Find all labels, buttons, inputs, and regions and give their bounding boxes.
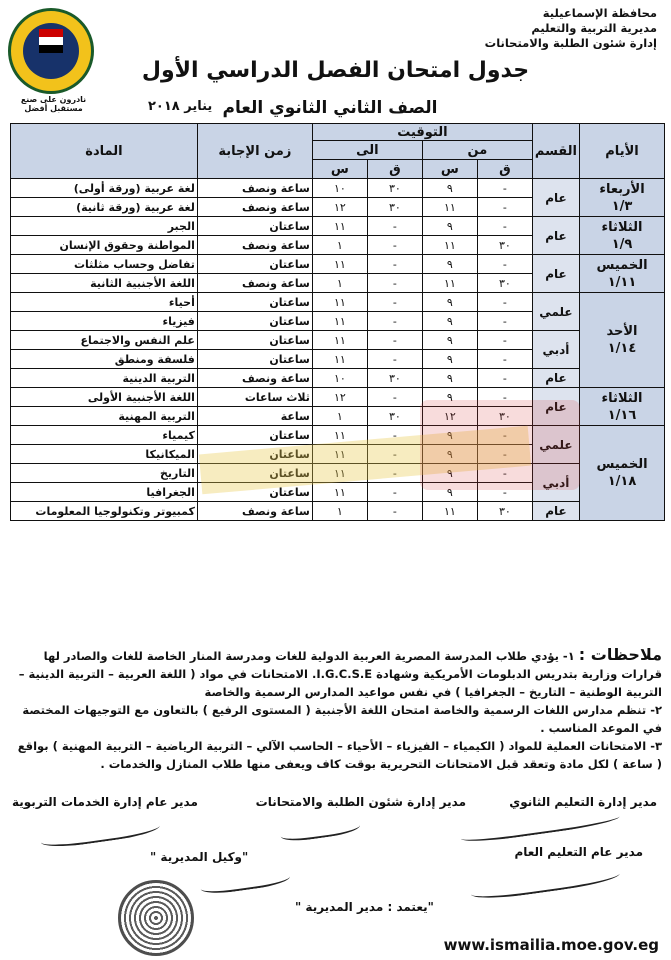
from-hour-cell: ٩ — [422, 179, 477, 198]
to-minute-cell: - — [367, 350, 422, 369]
to-minute-cell: - — [367, 331, 422, 350]
day-name: الأربعاء — [599, 181, 645, 197]
from-hour-cell: ٩ — [422, 388, 477, 407]
subject-cell: كمبيوتر وتكنولوجيا المعلومات — [11, 502, 198, 521]
from-minute-cell: - — [477, 331, 532, 350]
signature-scribble-5 — [199, 866, 291, 896]
header-subject: المادة — [11, 124, 198, 179]
sig-approve: "يعتمد : مدير المديرية " — [295, 900, 434, 914]
sig-services-director: مدير عام إدارة الخدمات التربوية — [12, 795, 198, 809]
to-hour-cell: ١٢ — [312, 198, 367, 217]
to-minute-cell: ٣٠ — [367, 407, 422, 426]
to-minute-cell: - — [367, 502, 422, 521]
subject-cell: لغة عربية (ورقة ثانية) — [11, 198, 198, 217]
note-2: ٢- تنظم مدارس اللغات الرسمية والخاصة امتحان اللغة الأجنبية ( المستوى الرفيع ) بالتعاون مع التوجيهات المختصة في الموعد المناسب . — [22, 703, 662, 735]
sig-exam-director: مدير إدارة شئون الطلبة والامتحانات — [255, 795, 466, 809]
from-minute-cell: - — [477, 179, 532, 198]
to-hour-cell: ١١ — [312, 331, 367, 350]
day-cell — [580, 255, 665, 293]
day-date: ١/٩ — [611, 236, 633, 252]
header-from-s: س — [422, 160, 477, 179]
subject-cell: كيمياء — [11, 426, 198, 445]
header-section: القسم — [532, 124, 579, 179]
official-stamp — [118, 880, 194, 956]
day-cell — [580, 426, 665, 521]
day-name: الثلاثاء — [601, 219, 643, 235]
duration-cell: ساعتان — [197, 312, 312, 331]
from-hour-cell: ٩ — [422, 217, 477, 236]
to-minute-cell: - — [367, 293, 422, 312]
from-hour-cell: ٩ — [422, 464, 477, 483]
from-hour-cell: ٩ — [422, 350, 477, 369]
day-cell — [580, 388, 665, 426]
to-hour-cell: ١٢ — [312, 388, 367, 407]
from-hour-cell: ١١ — [422, 198, 477, 217]
header-to-s: س — [312, 160, 367, 179]
from-minute-cell: - — [477, 426, 532, 445]
sig-general-director: مدير عام التعليم العام — [514, 845, 643, 859]
to-minute-cell: ٣٠ — [367, 179, 422, 198]
exam-date: يناير ٢٠١٨ — [148, 99, 213, 114]
from-hour-cell: ٩ — [422, 369, 477, 388]
day-name: الخميس — [596, 457, 648, 472]
duration-cell: ساعتان — [197, 483, 312, 502]
from-minute-cell: ٣٠ — [477, 274, 532, 293]
from-minute-cell: - — [477, 464, 532, 483]
signature-scribble-3 — [460, 807, 621, 845]
to-minute-cell: - — [367, 464, 422, 483]
section-cell: أدبي — [532, 464, 579, 502]
from-hour-cell: ٩ — [422, 445, 477, 464]
to-minute-cell: - — [367, 255, 422, 274]
day-name: الأحد — [606, 324, 638, 339]
subject-cell: فلسفة ومنطق — [11, 350, 198, 369]
from-minute-cell: ٣٠ — [477, 502, 532, 521]
from-minute-cell: - — [477, 350, 532, 369]
grade-subtitle: الصف الثاني الثانوي العام — [222, 98, 438, 118]
signature-scribble-2 — [279, 815, 361, 844]
section-cell: علمي — [532, 426, 579, 464]
to-minute-cell: - — [367, 312, 422, 331]
day-date: ١/١١ — [607, 274, 637, 290]
from-hour-cell: ٩ — [422, 331, 477, 350]
from-minute-cell: - — [477, 255, 532, 274]
table-row — [11, 217, 665, 236]
subject-cell: لغة عربية (ورقة أولى) — [11, 179, 198, 198]
watermark-logo — [420, 400, 580, 490]
duration-cell: ساعتان — [197, 426, 312, 445]
section-cell: عام — [532, 217, 579, 255]
from-minute-cell: ٣٠ — [477, 236, 532, 255]
subject-cell: التاريخ — [11, 464, 198, 483]
note-1: ١- يؤدي طلاب المدرسة المصرية العربية الدولية للغات ومدرسة المنار الخاصة للغات والصادر لها قرارات وزارية بتدريس الدبلومات الأمريكية وشهادة I.G.C.S.E. الامتحانات في مواد ( اللغة العربية – التربية الدينية – التربية الوطنية – التاريخ – الجغرافيا ) في نفس مواعيد المدارس الرسمية والخاصة — [18, 649, 662, 699]
subject-cell: اللغة الأجنبية الأولى — [11, 388, 198, 407]
table-row — [11, 179, 665, 198]
from-hour-cell: ٩ — [422, 255, 477, 274]
day-name: الثلاثاء — [601, 390, 643, 406]
from-minute-cell: - — [477, 312, 532, 331]
from-minute-cell: - — [477, 293, 532, 312]
duration-cell: ساعة ونصف — [197, 179, 312, 198]
duration-cell: ساعتان — [197, 255, 312, 274]
to-hour-cell: ١١ — [312, 426, 367, 445]
to-hour-cell: ١٠ — [312, 179, 367, 198]
subject-cell: الجغرافيا — [11, 483, 198, 502]
table-row — [11, 331, 665, 350]
from-minute-cell: - — [477, 388, 532, 407]
section-cell: عام — [532, 255, 579, 293]
to-minute-cell: - — [367, 426, 422, 445]
from-minute-cell: - — [477, 217, 532, 236]
from-hour-cell: ٩ — [422, 483, 477, 502]
from-hour-cell: ٩ — [422, 293, 477, 312]
header-from: من — [422, 141, 532, 160]
administration: إدارة شئون الطلبة والامتحانات — [484, 36, 657, 50]
signature-scribble-4 — [469, 862, 620, 903]
notes-label: ملاحظات : — [578, 645, 662, 664]
header-to-q: ق — [367, 160, 422, 179]
from-hour-cell: ١١ — [422, 274, 477, 293]
table-row — [11, 293, 665, 312]
notes-section — [10, 646, 662, 773]
duration-cell: ساعتان — [197, 445, 312, 464]
table-row — [11, 502, 665, 521]
duration-cell: ساعتان — [197, 350, 312, 369]
from-hour-cell: ٩ — [422, 312, 477, 331]
header-timing: التوقيت — [312, 124, 532, 141]
to-hour-cell: ١١ — [312, 255, 367, 274]
to-hour-cell: ١١ — [312, 217, 367, 236]
duration-cell: ساعة — [197, 407, 312, 426]
subject-cell: الميكانيكا — [11, 445, 198, 464]
from-minute-cell: - — [477, 483, 532, 502]
header-days: الأيام — [580, 124, 665, 179]
from-hour-cell: ١١ — [422, 236, 477, 255]
to-minute-cell: - — [367, 217, 422, 236]
duration-cell: ساعتان — [197, 464, 312, 483]
day-cell — [580, 217, 665, 255]
day-date: ١/١٤ — [607, 341, 637, 356]
header-from-q: ق — [477, 160, 532, 179]
note-3: ٣- الامتحانات العملية للمواد ( الكيمياء – الفيزياء – الأحياء – الحاسب الآلي – التربية الرياضية – التربية المهنية ) بواقع ( ساعة ) لكل مادة وتعقد قبل الامتحانات التحريرية بوقت كاف ويعفى منها طلاب المنازل والخدمات . — [17, 739, 662, 771]
to-hour-cell: ١١ — [312, 312, 367, 331]
subject-cell: التربية المهنية — [11, 407, 198, 426]
website-url: www.ismailia.moe.gov.eg — [443, 936, 659, 954]
to-hour-cell: ١١ — [312, 483, 367, 502]
table-row — [11, 255, 665, 274]
header-duration: زمن الإجابة — [197, 124, 312, 179]
to-hour-cell: ١١ — [312, 293, 367, 312]
to-minute-cell: - — [367, 274, 422, 293]
day-name: الخميس — [596, 257, 648, 273]
to-minute-cell: - — [367, 445, 422, 464]
duration-cell: ساعة ونصف — [197, 369, 312, 388]
day-cell — [580, 293, 665, 388]
subject-cell: التربية الدينية — [11, 369, 198, 388]
duration-cell: ساعة ونصف — [197, 274, 312, 293]
directorate: مديرية التربية والتعليم — [531, 21, 657, 35]
duration-cell: ساعتان — [197, 293, 312, 312]
to-hour-cell: ١١ — [312, 350, 367, 369]
duration-cell: ساعتان — [197, 217, 312, 236]
sig-deputy: "وكيل المديرية " — [150, 850, 249, 864]
to-minute-cell: ٣٠ — [367, 198, 422, 217]
to-hour-cell: ١ — [312, 274, 367, 293]
to-minute-cell: - — [367, 236, 422, 255]
header-to: الى — [312, 141, 422, 160]
from-minute-cell: - — [477, 198, 532, 217]
day-date: ١/١٦ — [607, 407, 637, 423]
subject-cell: المواطنة وحقوق الإنسان — [11, 236, 198, 255]
to-minute-cell: ٣٠ — [367, 369, 422, 388]
subject-cell: الجبر — [11, 217, 198, 236]
to-hour-cell: ١١ — [312, 464, 367, 483]
section-cell: عام — [532, 369, 579, 388]
from-hour-cell: ١٢ — [422, 407, 477, 426]
subject-cell: علم النفس والاجتماع — [11, 331, 198, 350]
from-minute-cell: - — [477, 369, 532, 388]
logo-caption: نادرون على صنع مستقبل أفضل — [20, 95, 87, 113]
day-date: ١/٣ — [611, 198, 633, 214]
from-hour-cell: ١١ — [422, 502, 477, 521]
duration-cell: ساعة ونصف — [197, 236, 312, 255]
subject-cell: اللغة الأجنبية الثانية — [11, 274, 198, 293]
subject-cell: تفاضل وحساب مثلثات — [11, 255, 198, 274]
to-hour-cell: ١ — [312, 236, 367, 255]
duration-cell: ساعة ونصف — [197, 198, 312, 217]
signature-scribble-1 — [39, 814, 161, 851]
day-cell — [580, 179, 665, 217]
section-cell: عام — [532, 502, 579, 521]
to-hour-cell: ١ — [312, 407, 367, 426]
subject-cell: فيزياء — [11, 312, 198, 331]
duration-cell: ساعة ونصف — [197, 502, 312, 521]
section-cell: أدبي — [532, 331, 579, 369]
day-date: ١/١٨ — [607, 474, 637, 489]
to-hour-cell: ١ — [312, 502, 367, 521]
to-hour-cell: ١١ — [312, 445, 367, 464]
page-title: جدول امتحان الفصل الدراسي الأول — [141, 58, 530, 83]
governorate: محافظة الإسماعيلية — [542, 6, 657, 20]
to-minute-cell: - — [367, 388, 422, 407]
to-minute-cell: - — [367, 483, 422, 502]
section-cell: عام — [532, 388, 579, 426]
sig-secondary-director: مدير إدارة التعليم الثانوي — [509, 795, 657, 809]
subject-cell: أحياء — [11, 293, 198, 312]
section-cell: عام — [532, 179, 579, 217]
duration-cell: ساعتان — [197, 331, 312, 350]
from-minute-cell: ٣٠ — [477, 407, 532, 426]
to-hour-cell: ١٠ — [312, 369, 367, 388]
header-block — [485, 6, 657, 51]
from-hour-cell: ٩ — [422, 426, 477, 445]
duration-cell: ثلاث ساعات — [197, 388, 312, 407]
table-row — [11, 369, 665, 388]
section-cell: علمي — [532, 293, 579, 331]
from-minute-cell: - — [477, 445, 532, 464]
